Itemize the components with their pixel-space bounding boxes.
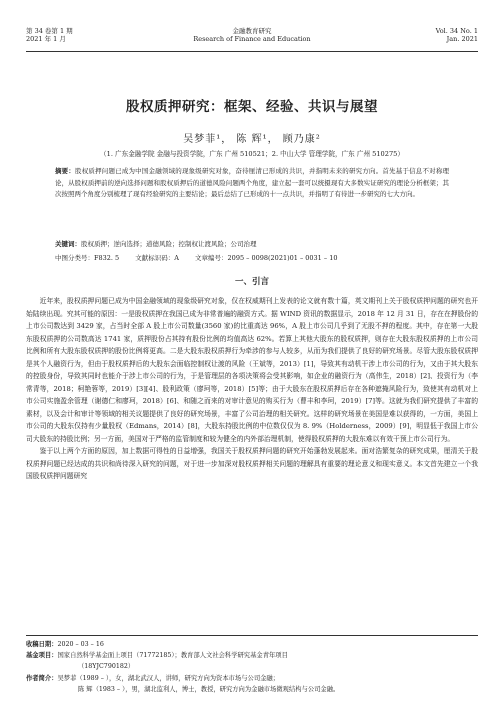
journal-name-en: Research of Finance and Education (193, 35, 311, 43)
fund-text-cont: （18YJC790182） (78, 663, 135, 671)
body-text (26, 295, 478, 483)
author-list: 吴梦菲¹， 陈 辉¹， 顾乃康² (183, 134, 321, 145)
received-date: 2020 – 03 – 16 (57, 641, 104, 648)
article-number: 文章编号：2095 – 0098(2021)01 – 0031 – 10 (195, 254, 338, 262)
received-label: 收稿日期： (26, 641, 58, 648)
abstract (55, 166, 449, 201)
section-heading: 一、引言 (234, 277, 269, 287)
received-row (26, 639, 478, 650)
journal-name-cn: 金融教育研究 (232, 27, 272, 35)
author-info-label: 作者简介： (26, 674, 58, 682)
abstract-text: 股权质押问题已成为中国金融领域的现象级研究对象，奋待厘清已形成的共识，并指明未来的研究方向。首先基于信息不对称理论，从股权质押前的逆向选择问题和股权质押后的道德风险问题两个角度，建立起一套可以统摄现有大多数实证研究的理论分析框架；其次按照两个角度分别梳理了现有经验研究的主要结论；最后总结了已形成的十一点共识，并指明了有待进一步研究的七大方向。 (55, 167, 450, 198)
classification-line (55, 253, 449, 262)
author-info-row (26, 673, 478, 684)
issue-date-en: Jan. 2021 (446, 35, 478, 43)
abstract-label: 摘要： (55, 167, 76, 175)
footnote-block (26, 635, 478, 695)
author-info-1: 吴梦菲（1989 – ），女，湖北武汉人，讲师，研究方向为资本市场与公司金融； (57, 674, 280, 682)
keywords-text: 股权质押；逆向选择；道德风险；控制权让渡风险；公司治理 (81, 240, 257, 248)
document-code: 文献标识码：A (135, 254, 179, 262)
body-paragraph: 鉴于以上两个方面的原因，加上数据可得性的日益增强，我国关于股权质押问题的研究开始蓬勃发展起来。面对浩繁复杂的研究成果，厘清关于股权质押问题已经达成的共识和尚待深入研究的问题，对于进一步加深对股权质押相关问题的理解具有重要的理论意义和现实意义。本文首先建立一个我国股权质押问题研究 (26, 447, 478, 480)
fund-row (26, 650, 478, 661)
issue-date-cn: 2021 年 1 月 (26, 35, 66, 43)
volume-issue-en: Vol. 34 No. 1 (435, 27, 478, 35)
keywords-label: 关键词： (55, 240, 81, 248)
running-header (26, 27, 478, 52)
article-title: 股权质押研究：框架、经验、共识与展望 (126, 99, 378, 115)
body-paragraph: 近年来，股权质押问题已成为中国金融领域的现象级研究对象，仅在权威期刊上发表的论文就有数十篇，英文期刊上关于股权质押问题的研究也开始陆续出现。究其可能的原因：一是股权质押在我国已成为非常普遍的融资方式。据 WIND 资讯的数据显示，2018 年 12 月 31 日，存在在押股份的上市公司数达到 3429 家，占当时全部 A 股上市公司数量(3560 家)的比重高达 96%，A 股上市公司几乎到了无股不押的程度。其中，存在第一大股东股权质押的公司数高达 1741 家，质押股份占其持有股份比例的均值高达 62%。若算上其他大股东的股权质押，则存在大股东股权质押的上市公司比例和所有大股东股权质押的股份比例将更高。二是大股东股权质押行为牵涉的参与人较多，从而为我们提供了良好的研究场景。尽管大股东股权质押是其个人融资行为，但由于股权质押后的大股东会面临控制权让渡的风险（王斌等，2013）[1]，导致其有动机干涉上市公司的行为，又由于其大股东的控股身份，导致其同时也能介于涉上市公司的行为，于是管理层的各项决策将会受其影响，如企业的融资行为（高伟生，2018）[2]、投资行为（李常青等，2018；柯艳蓉等，2019）[3][4]、股利政策（廖珂等，2018）[5]等；由于大股东在股权质押后存在各种遮掩风险行为，致使其有动机对上市公司实施盈余管理（谢德仁和廖珂，2018）[6]、和随之而来的对审计意见的购买行为（曹丰和李珂，2019）[7]等。这就为我们研究提供了丰富的素材，以及会计和审计等领域的相关议题提供了良好的研究场景，丰富了公司治理的相关研究。这样的研究场景在美国是难以获得的，一方面，美国上市公司的大股东仅持有少量股权（Edmans，2014）[8]，大股东持股比例的中位数仅仅为 8. 9%（Holderness，2009）[9]，明显低于我国上市公司大股东的持股比例；另一方面，美国对于严格的监管制度和较为健全的内外部治理机制，使得股权质押的大股东难以有效干预上市公司行为。 (26, 297, 478, 443)
affiliations: （1. 广东金融学院 金融与投资学院，广东 广州 510521；2. 中山大学 管理学院，广东 广州 510275） (100, 150, 404, 158)
header-right (436, 27, 478, 43)
keywords (55, 239, 449, 248)
volume-issue: 第 34 卷第 1 期 (26, 27, 73, 35)
header-center (26, 27, 478, 43)
fund-text: 国家自然科学基金面上项目（71772185）；教育部人文社会科学研究基金青年项目 (57, 652, 288, 660)
fund-label: 基金项目： (26, 652, 58, 660)
clc-number: 中图分类号：F832. 5 (55, 254, 120, 262)
author-info-2: 陈 辉（1983 – ），男，湖北监利人，博士，教授，研究方向为金融市场微观结构与公司金融。 (78, 685, 340, 693)
